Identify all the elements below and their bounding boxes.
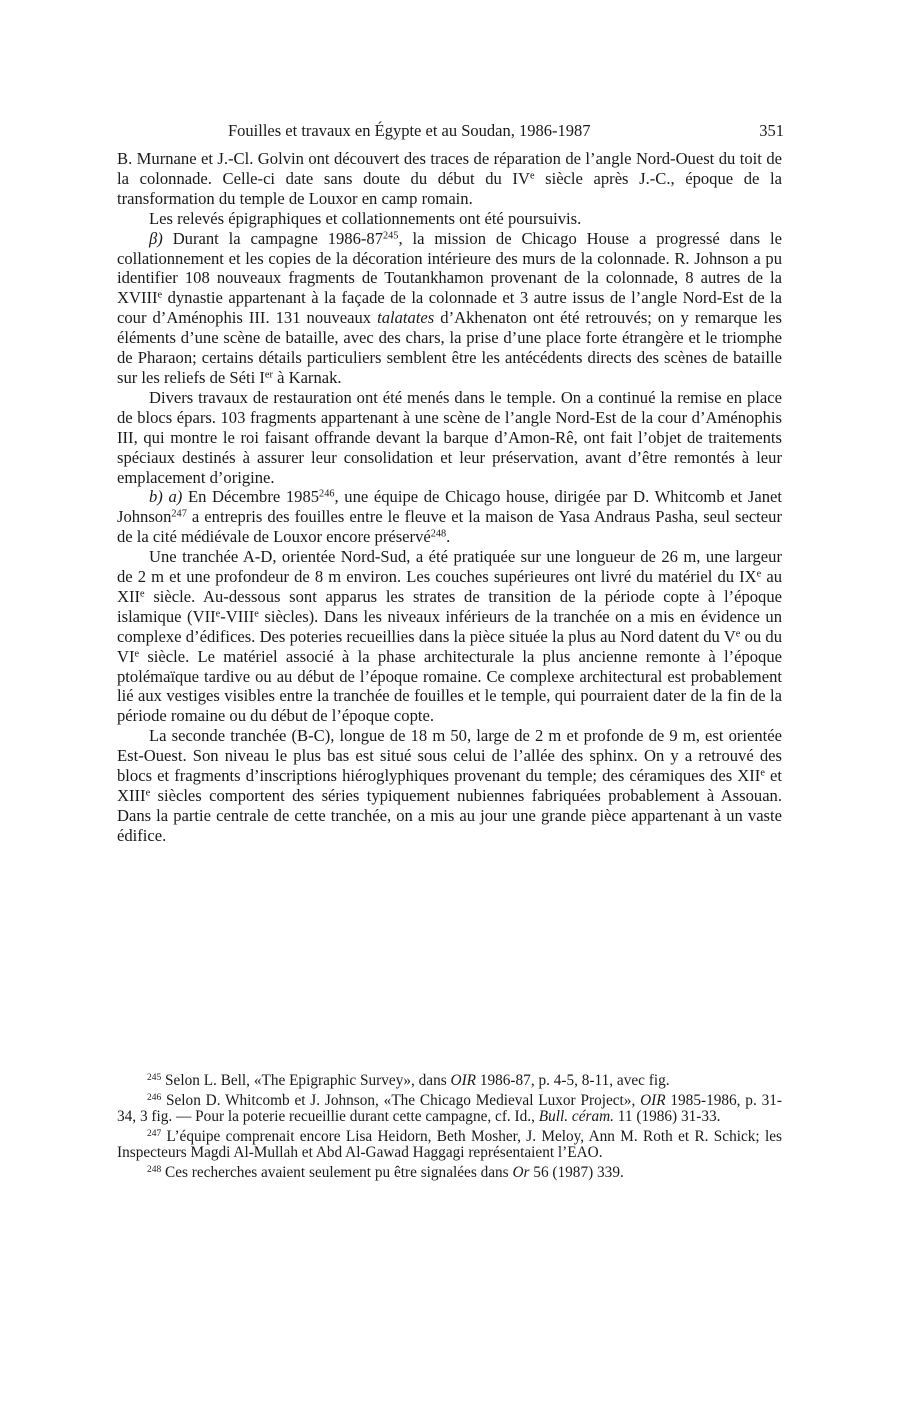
superscript: 246: [147, 1092, 162, 1103]
text-run: Selon L. Bell, «The Epigraphic Survey», dans: [161, 1072, 451, 1089]
running-title: Fouilles et travaux en Égypte et au Soudan, 1986-1987: [228, 121, 591, 140]
text-run: , la mission de Chicago House a progressé dans le collationnement et les copies de la décoration intérieure des murs de la colonnade. R. Johnson a pu identifier 108 nouveaux fragments de Toutankhamon provenant de la colonnade, 8 autres de la XVIII: [117, 228, 782, 308]
text-run: siècle. Au-dessous sont apparus les strates de transition de la période copte à l’époque islamique (VII: [117, 586, 782, 626]
text-run: La seconde tranchée (B-C), longue de 18 m 50, large de 2 m et profonde de 9 m, est orientée Est-Ouest. Son niveau le plus bas est situé sous celui de l’allée des sphinx. On y a retrouvé des blocs et fragments d’inscriptions hiéroglyphiques provenant du temple; des céramiques des XII: [117, 726, 782, 786]
footnote: [117, 1093, 782, 1126]
superscript: 245: [147, 1072, 162, 1083]
superscript: 247: [171, 508, 187, 520]
footnote: [117, 1073, 782, 1090]
superscript: 247: [147, 1128, 162, 1139]
paragraph: [117, 229, 782, 388]
text-run: , une équipe de Chicago house, dirigée par D. Whitcomb et Janet Johnson: [117, 487, 782, 527]
text-run: ou du VI: [117, 626, 783, 666]
text-run: 56 (1987) 339.: [529, 1163, 624, 1181]
superscript: e: [157, 289, 163, 301]
text-run: Durant la campagne 1986-87: [162, 228, 384, 248]
page-number: 351: [759, 121, 784, 140]
text-run: En Décembre 1985: [182, 487, 320, 507]
text-run: siècles). Dans les niveaux inférieurs de la tranchée on a mis en évidence un complexe d’édifices. Des poteries recueillies dans la pièce située la plus au Nord datent du V: [117, 606, 782, 646]
text-run: et XIII: [117, 766, 783, 805]
superscript: e: [735, 628, 741, 640]
text-run: B. Murnane et J.-Cl. Golvin ont découvert des traces de réparation de l’angle Nord-Ouest du toit de la colonnade. Celle-ci date sans doute du début du IV: [117, 149, 782, 188]
italic-text: talatates: [377, 308, 435, 328]
text-run: d’Akhenaton ont été retrouvés; on y remarque les éléments d’une scène de bataille, avec des chars, la prise d’une place forte étrangère et le triomphe de Pharaon; certains détails particuliers semblent être les antécédents directs des scènes de bataille sur les reliefs de Séti I: [117, 308, 782, 387]
text-run: siècle après J.-C., époque de la transformation du temple de Louxor en camp romain.: [117, 168, 782, 208]
text-run: Les relevés épigraphiques et collationnements ont été poursuivis.: [149, 208, 582, 228]
italic-text: OIR: [450, 1072, 477, 1089]
running-header: [228, 121, 784, 143]
footnotes: [117, 1073, 782, 1185]
text-run: dynastie appartenant à la façade de la colonnade et 3 autre issus de l’angle Nord-Est de la cour d’Aménophis III. 131 nouveaux: [117, 288, 782, 328]
text-run: .: [446, 527, 451, 547]
superscript: 245: [383, 229, 399, 241]
text-run: 1986-87, p. 4-5, 8-11, avec fig.: [476, 1072, 670, 1089]
text-run: Une tranchée A-D, orientée Nord-Sud, a été pratiquée sur une longueur de 26 m, une largeur de 2 m et une profondeur de 8 m environ. Les couches supérieures ont livré du matériel du IX: [117, 547, 782, 587]
paragraph: [117, 209, 782, 229]
superscript: e: [145, 787, 151, 799]
text-run: 1985-1986, p. 31-34, 3 fig. — Pour la poterie recueillie durant cette campagne, cf. Id.,: [117, 1091, 782, 1126]
superscript: 248: [430, 528, 447, 540]
body-text: [117, 149, 782, 846]
text-run: Selon D. Whitcomb et J. Johnson, «The Chicago Medieval Luxor Project»,: [161, 1091, 641, 1109]
text-run: Ces recherches avaient seulement pu être signalées dans: [161, 1163, 513, 1181]
superscript: er: [264, 369, 273, 381]
superscript: 246: [319, 488, 335, 500]
italic-text: β): [149, 228, 163, 248]
superscript: e: [140, 588, 145, 600]
text-run: L’équipe comprenait encore Lisa Heidorn, Beth Mosher, J. Meloy, Ann M. Roth et R. Schick; les Inspecteurs Magdi Al-Mullah et Abd Al-Gawad Haggagi représentaient l’EAO.: [117, 1127, 782, 1162]
text-run: Divers travaux de restauration ont été menés dans le temple. On a continué la remise en place de blocs épars. 103 fragments appartenant à une scène de l’angle Nord-Est de la cour d’Aménophis III, qui montre le roi faisant offrande devant la barque d’Amon-Rê, ont fait l’objet de traitements spéciaux destinés à assurer leur consolidation et leur préservation, avant d’être remontés à leur emplacement d’origine.: [117, 387, 782, 487]
text-run: a entrepris des fouilles entre le fleuve et la maison de Yasa Andraus Pasha, seul secteur de la cité médiévale de Louxor encore préservé: [117, 507, 782, 547]
footnote: [117, 1165, 782, 1182]
superscript: e: [254, 608, 259, 620]
text-run: siècles comportent des séries typiquement nubiennes fabriquées probablement à Assouan. Dans la partie centrale de cette tranchée, on a mis au jour une grande pièce appartenant à un vaste édifice.: [117, 786, 782, 845]
text-run: siècle. Le matériel associé à la phase architecturale la plus ancienne remonte à l’époque ptolémaïque tardive ou au début de l’époque romaine. Ce complexe architectural est probablement lié aux vestiges visibles entre la tranchée de fouilles et le temple, qui pourraient dater de la fin de la période romaine ou du début de l’époque copte.: [117, 646, 782, 726]
paragraph: [117, 487, 782, 547]
superscript: e: [215, 608, 221, 620]
italic-text: Bull. céram.: [538, 1108, 614, 1126]
paragraph: [117, 726, 782, 845]
italic-text: Or: [512, 1163, 530, 1181]
superscript: e: [529, 170, 535, 182]
paragraph: [117, 149, 782, 209]
text-run: 11 (1986) 31-33.: [613, 1108, 721, 1126]
italic-text: b) a): [149, 487, 183, 507]
italic-text: OIR: [640, 1091, 666, 1109]
superscript: e: [760, 767, 765, 779]
text-run: au XII: [117, 567, 782, 606]
paragraph: [117, 547, 782, 726]
text-run: à Karnak.: [272, 367, 342, 387]
superscript: 248: [147, 1164, 162, 1175]
text-run: -VIII: [220, 606, 255, 626]
superscript: e: [134, 648, 140, 659]
paragraph: [117, 388, 782, 488]
footnote: [117, 1129, 782, 1162]
superscript: e: [756, 568, 762, 580]
